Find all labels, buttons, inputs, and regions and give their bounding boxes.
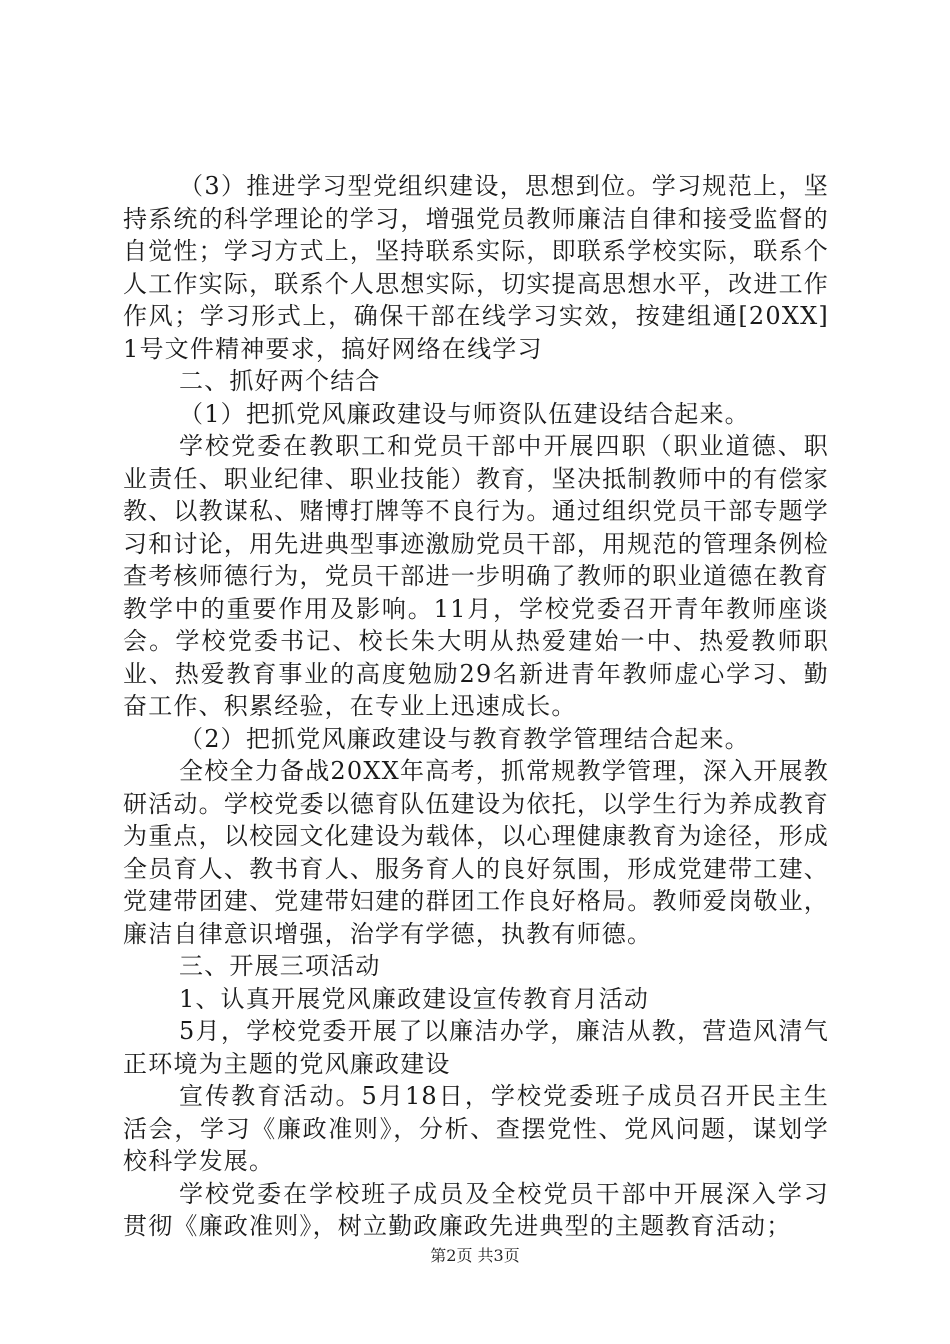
subheading-teaching-management: （2）把抓党风廉政建设与教育教学管理结合起来。 — [179, 724, 750, 753]
paragraph-democratic-meeting: 宣传教育活动。5月18日，学校党委班子成员召开民主生活会，学习《廉政准则》，分析、查摆党性、党风问题，谋划学校科学发展。 — [123, 1082, 829, 1175]
paragraph-integrity-study: 学校党委在学校班子成员及全校党员干部中开展深入学习贯彻《廉政准则》，树立勤政廉政先进典型的主题教育活动； — [123, 1179, 829, 1240]
document-body — [123, 170, 829, 1243]
page-number-footer: 第2页 共3页 — [430, 1246, 520, 1265]
paragraph-may-campaign: 5月，学校党委开展了以廉洁办学，廉洁从教，营造风清气正环境为主题的党风廉政建设 — [123, 1017, 829, 1078]
subheading-education-month: 1、认真开展党风廉政建设宣传教育月活动 — [179, 984, 650, 1013]
subheading-teacher-team: （1）把抓党风廉政建设与师资队伍建设结合起来。 — [179, 399, 750, 428]
heading-three-activities: 三、开展三项活动 — [179, 952, 381, 980]
paragraph-exam-preparation: 全校全力备战20XX年高考，抓常规教学管理，深入开展教研活动。学校党委以德育队伍建设为依托，以学生行为养成教育为重点，以校园文化建设为载体，以心理健康教育为途径，形成全员育人、教书育人、服务育人的良好氛围，形成党建带工建、党建带团建、党建带妇建的群团工作良好格局。教师爱岗敬业，廉洁自律意识增强，治学有学德，执教有师德。 — [123, 757, 829, 948]
paragraph-study-organization: （3）推进学习型党组织建设，思想到位。学习规范上，坚持系统的科学理论的学习，增强党员教师廉洁自律和接受监督的自觉性；学习方式上，坚持联系实际，即联系学校实际，联系个人工作实际，联系个人思想实际，切实提高思想水平，改进工作作风；学习形式上，确保干部在线学习实效，按建组通[20XX]1号文件精神要求，搞好网络在线学习 — [123, 172, 829, 363]
heading-two-combinations: 二、抓好两个结合 — [179, 367, 381, 395]
paragraph-teacher-ethics: 学校党委在教职工和党员干部中开展四职（职业道德、职业责任、职业纪律、职业技能）教育，坚决抵制教师中的有偿家教、以教谋私、赌博打牌等不良行为。通过组织党员干部专题学习和讨论，用先进典型事迹激励党员干部，用规范的管理条例检查考核师德行为，党员干部进一步明确了教师的职业道德在教育教学中的重要作用及影响。11月，学校党委召开青年教师座谈会。学校党委书记、校长朱大明从热爱建始一中、热爱教师职业、热爱教育事业的高度勉励29名新进青年教师虚心学习、勤奋工作、积累经验，在专业上迅速成长。 — [123, 432, 829, 720]
